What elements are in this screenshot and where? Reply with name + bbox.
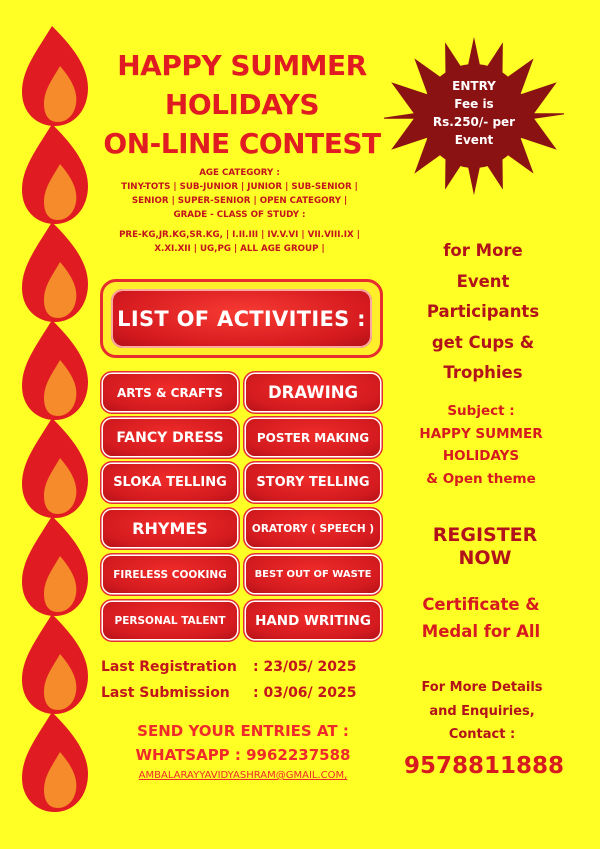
- last-submission: [101, 685, 401, 701]
- subject-label: Subject :: [447, 403, 515, 419]
- activity-arts-crafts: ARTS & CRAFTS: [103, 374, 237, 411]
- more-events-line: for More: [443, 241, 523, 260]
- more-events-info: [403, 236, 563, 389]
- register-line: NOW: [458, 547, 512, 569]
- activity-fancy-dress: FANCY DRESS: [103, 419, 237, 456]
- flame-icon: [22, 418, 88, 518]
- contact-line: Contact :: [448, 727, 516, 742]
- grade-list: X.XI.XII | UG,PG | ALL AGE GROUP |: [154, 244, 325, 254]
- entry-fee-badge: [414, 77, 534, 149]
- flame-icon: [22, 124, 88, 224]
- flame-icon: [22, 614, 88, 714]
- subject-line: HAPPY SUMMER: [419, 425, 543, 442]
- activity-hand-writing: HAND WRITING: [246, 602, 380, 639]
- activity-fireless-cooking: FIRELESS COOKING: [103, 556, 237, 593]
- last-registration-label: Last Registration: [101, 659, 237, 675]
- entry-fee-line: ENTRY: [452, 79, 496, 93]
- activity-story-telling: STORY TELLING: [246, 464, 380, 501]
- subject-info: [403, 400, 559, 490]
- contact-line: and Enquiries,: [429, 703, 535, 719]
- flame-icon: [22, 320, 88, 420]
- last-submission-label: Last Submission: [101, 685, 230, 701]
- whatsapp-number: WHATSAPP : 9962237588: [135, 746, 351, 764]
- age-category-list: TINY-TOTS | SUB-JUNIOR | JUNIOR | SUB-SENIOR |: [121, 182, 358, 192]
- activity-sloka-telling: SLOKA TELLING: [103, 464, 237, 501]
- register-line: REGISTER: [432, 524, 538, 546]
- activity-drawing: DRAWING: [246, 374, 380, 411]
- flame-icon: [22, 712, 88, 812]
- activity-oratory: ORATORY ( SPEECH ): [246, 510, 380, 547]
- entry-fee-line: Event: [454, 133, 494, 147]
- contact-line: For More Details: [421, 680, 543, 695]
- email-link[interactable]: AMBALARAYYAVIDYASHRAM@GMAIL.COM,: [138, 770, 348, 781]
- certificate-line: Medal for All: [421, 622, 541, 641]
- last-registration-date: : 23/05/ 2025: [253, 659, 357, 675]
- activity-rhymes: RHYMES: [103, 510, 237, 547]
- activity-poster-making: POSTER MAKING: [246, 419, 380, 456]
- last-registration: [101, 659, 401, 675]
- title-line-3: ON-LINE CONTEST: [103, 127, 381, 160]
- subject-line: HOLIDAYS: [442, 448, 520, 464]
- activity-personal-talent: PERSONAL TALENT: [103, 602, 237, 639]
- activities-banner: [100, 279, 383, 358]
- certificate-line: Certificate &: [422, 595, 540, 614]
- more-events-line: Event: [456, 271, 510, 291]
- activity-best-out-of-waste: BEST OUT OF WASTE: [246, 556, 380, 593]
- age-category-list: SENIOR | SUPER-SENIOR | OPEN CATEGORY |: [131, 196, 348, 206]
- age-category-heading: AGE CATEGORY :: [199, 168, 280, 178]
- last-submission-date: : 03/06/ 2025: [253, 685, 357, 701]
- activities-heading: LIST OF ACTIVITIES :: [111, 289, 372, 348]
- contact-phone: 9578811888: [403, 753, 565, 779]
- title-line-1: HAPPY SUMMER: [117, 49, 367, 82]
- flame-icon: [22, 222, 88, 322]
- flame-icon: [22, 516, 88, 616]
- certificate-info: [403, 591, 559, 645]
- title-line-2: HOLIDAYS: [164, 88, 320, 121]
- more-events-line: Participants: [426, 302, 540, 321]
- flame-column: [22, 0, 92, 849]
- grade-heading: GRADE - CLASS OF STUDY :: [173, 210, 306, 220]
- flame-icon: [22, 26, 88, 126]
- subject-line: & Open theme: [426, 470, 536, 487]
- more-events-line: get Cups &: [431, 332, 535, 352]
- more-events-line: Trophies: [443, 363, 523, 382]
- entry-fee-line: Rs.250/- per: [432, 115, 516, 129]
- send-entries-heading: SEND YOUR ENTRIES AT :: [137, 722, 349, 740]
- contact-info: [403, 676, 561, 747]
- grade-list: PRE-KG,JR.KG,SR.KG, | I.II.III | IV.V.VI | VII.VIII.IX |: [119, 230, 360, 240]
- register-now: [403, 524, 567, 570]
- entry-fee-line: Fee is: [454, 97, 494, 111]
